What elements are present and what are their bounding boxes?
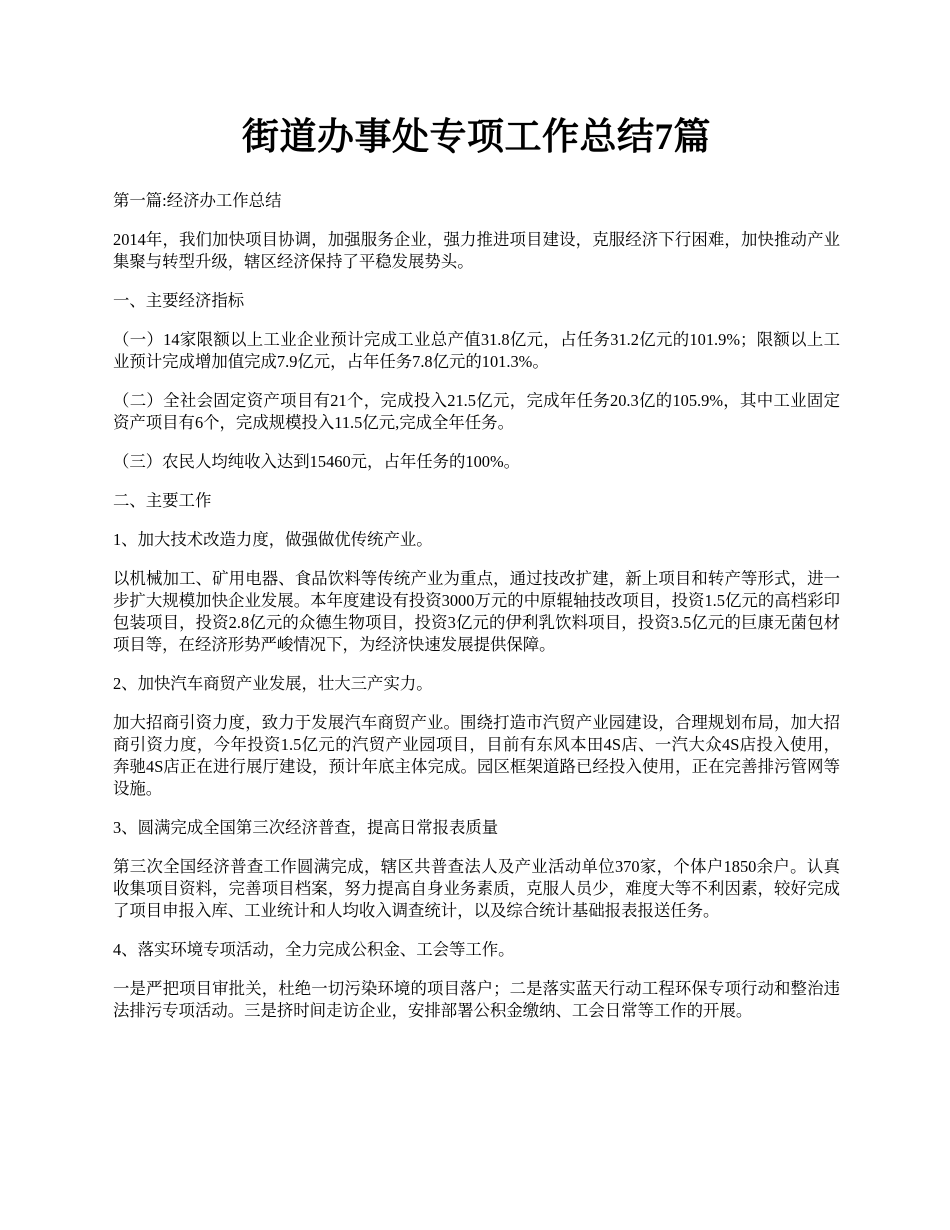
section-heading-part-one: 第一篇:经济办工作总结 bbox=[113, 191, 282, 210]
document-page bbox=[113, 0, 840, 1022]
indicator-paragraph-2: （二）全社会固定资产项目有21个，完成投入21.5亿元，完成年任务20.3亿的105.9%，其中工业固定资产项目有6个，完成规模投入11.5亿元,完成全年任务。 bbox=[113, 391, 840, 432]
work-paragraph-1: 以机械加工、矿用电器、食品饮料等传统产业为重点，通过技改扩建，新上项目和转产等形式，进一步扩大规模加快企业发展。本年度建设有投资3000万元的中原辊轴技改项目，投资1.5亿元的高档彩印包装项目，投资2.8亿元的众德生物项目，投资3亿元的伊利乳饮料项目，投资3.5亿元的巨康无菌包材项目等，在经济形势严峻情况下，为经济快速发展提供保障。 bbox=[113, 569, 840, 654]
indicator-paragraph-1: （一）14家限额以上工业企业预计完成工业总产值31.8亿元，占任务31.2亿元的101.9%；限额以上工业预计完成增加值完成7.9亿元，占年任务7.8亿元的101.3%。 bbox=[113, 330, 840, 371]
work-heading-4: 4、落实环境专项活动，全力完成公积金、工会等工作。 bbox=[113, 940, 515, 959]
work-heading-2: 2、加快汽车商贸产业发展，壮大三产实力。 bbox=[113, 674, 433, 693]
work-heading-3: 3、圆满完成全国第三次经济普查，提高日常报表质量 bbox=[113, 818, 499, 837]
work-paragraph-3: 第三次全国经济普查工作圆满完成，辖区共普查法人及产业活动单位370家，个体户1850余户。认真收集项目资料，完善项目档案，努力提高自身业务素质，克服人员少，难度大等不利因素，较好完成了项目申报入库、工业统计和人均收入调查统计，以及综合统计基础报表报送任务。 bbox=[113, 857, 840, 920]
work-paragraph-4: 一是严把项目审批关，杜绝一切污染环境的项目落户；二是落实蓝天行动工程环保专项行动和整治违法排污专项活动。三是挤时间走访企业，安排部署公积金缴纳、工会日常等工作的开展。 bbox=[113, 979, 840, 1020]
heading-main-indicators: 一、主要经济指标 bbox=[113, 291, 245, 310]
document-title: 街道办事处专项工作总结7篇 bbox=[242, 117, 711, 158]
indicator-paragraph-3: （三）农民人均纯收入达到15460元，占年任务的100%。 bbox=[113, 452, 521, 471]
intro-paragraph: 2014年，我们加快项目协调，加强服务企业，强力推进项目建设，克服经济下行困难，加快推动产业集聚与转型升级，辖区经济保持了平稳发展势头。 bbox=[113, 230, 840, 271]
work-heading-1: 1、加大技术改造力度，做强做优传统产业。 bbox=[113, 530, 433, 549]
work-paragraph-2: 加大招商引资力度，致力于发展汽车商贸产业。围绕打造市汽贸产业园建设，合理规划布局，加大招商引资力度，今年投资1.5亿元的汽贸产业园项目，目前有东风本田4S店、一汽大众4S店投入使用，奔驰4S店正在进行展厅建设，预计年底主体完成。园区框架道路已经投入使用，正在完善排污管网等设施。 bbox=[113, 713, 840, 798]
heading-main-work: 二、主要工作 bbox=[113, 491, 212, 510]
